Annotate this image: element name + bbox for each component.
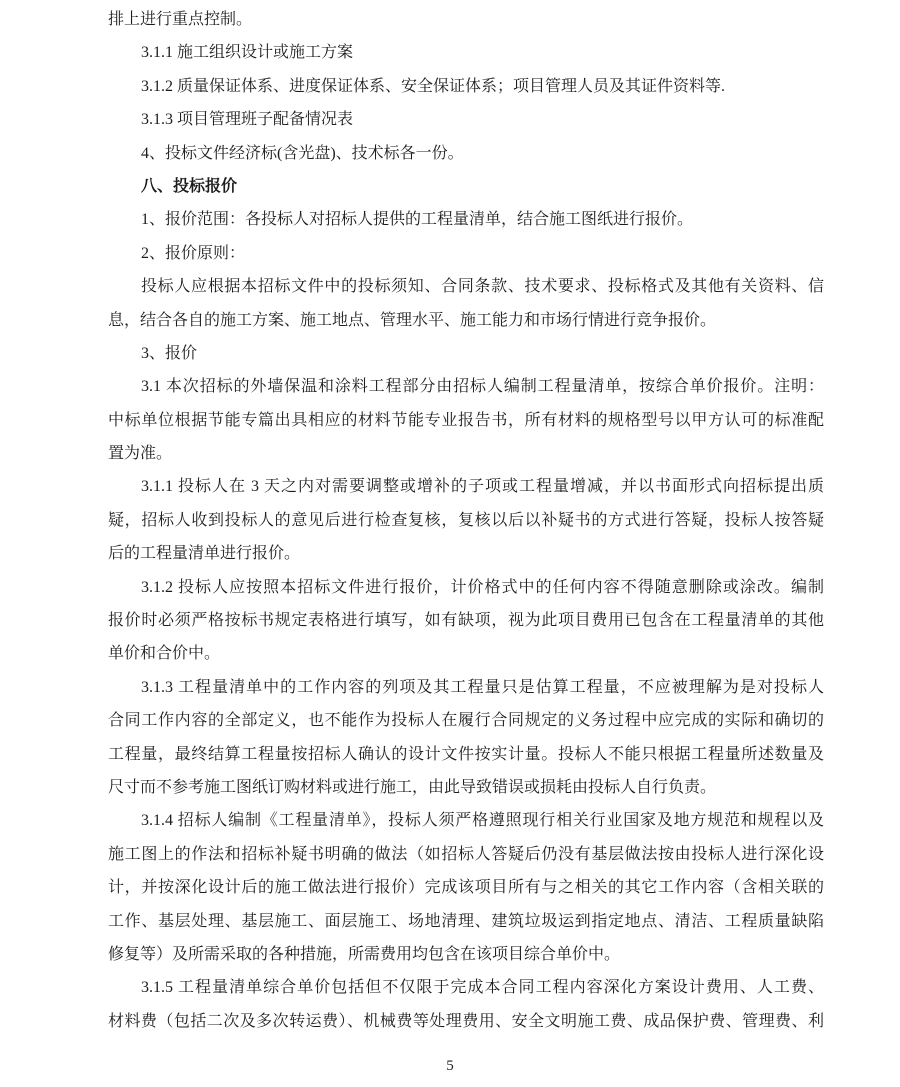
text-line: 3.1.2 质量保证体系、进度保证体系、安全保证体系；项目管理人员及其证件资料等. [141, 77, 726, 95]
page-number: 5 [446, 1058, 454, 1074]
text-line: 3.1.2 投标人应按照本招标文件进行报价，计价格式中的任何内容不得随意删除或涂改。编制 [141, 578, 824, 596]
text-line: 排上进行重点控制。 [108, 11, 253, 28]
text-line: 尺寸而不参考施工图纸订购材料或进行施工，由此导致错误或损耗由投标人自行负责。 [108, 778, 717, 796]
text-line: 报价时必须严格按标书规定表格进行填写，如有缺项，视为此项目费用已包含在工程量清单的其他 [108, 612, 824, 630]
text-line: 3.1.3 项目管理班子配备情况表 [141, 111, 354, 129]
text-line: 投标人应根据本招标文件中的投标须知、合同条款、技术要求、投标格式及其他有关资料、信 [141, 278, 824, 296]
text-content [108, 3, 824, 1038]
text-line: 1、报价范围：各投标人对招标人提供的工程量清单，结合施工图纸进行报价。 [141, 211, 694, 229]
text-line: 材料费（包括二次及多次转运费）、机械费等处理费用、安全文明施工费、成品保护费、管理费、利 [108, 1012, 824, 1030]
text-line: 工作、基层处理、基层施工、面层施工、场地清理、建筑垃圾运到指定地点、清洁、工程质量缺陷 [108, 912, 824, 930]
text-line: 施工图上的作法和招标补疑书明确的做法（如招标人答疑后仍没有基层做法按由投标人进行深化设 [108, 845, 824, 863]
text-line: 合同工作内容的全部定义，也不能作为投标人在履行合同规定的义务过程中应完成的实际和确切的 [108, 712, 824, 730]
text-line: 修复等）及所需采取的各种措施，所需费用均包含在该项目综合单价中。 [108, 945, 621, 963]
text-line: 单价和合价中。 [108, 645, 221, 663]
text-line: 3.1.1 投标人在 3 天之内对需要调整或增补的子项或工程量增减，并以书面形式向招标提出质 [141, 478, 824, 496]
text-line: 3、报价 [141, 344, 198, 362]
section-heading: 八、投标报价 [141, 177, 238, 195]
text-line: 中标单位根据节能专篇出具相应的材料节能专业报告书，所有材料的规格型号以甲方认可的标准配 [108, 411, 824, 429]
text-line: 疑，招标人收到投标人的意见后进行检查复核，复核以后以补疑书的方式进行答疑，投标人按答疑 [108, 511, 824, 529]
text-line: 3.1 本次招标的外墙保温和涂料工程部分由招标人编制工程量清单，按综合单价报价。注明： [141, 378, 824, 396]
text-line: 计，并按深化设计后的施工做法进行报价）完成该项目所有与之相关的其它工作内容（含相关联的 [108, 879, 824, 897]
text-line: 3.1.4 招标人编制《工程量清单》，投标人须严格遵照现行相关行业国家及地方规范和规程以及 [141, 812, 824, 830]
text-line: 工程量，最终结算工程量按招标人确认的设计文件按实计量。投标人不能只根据工程量所述数量及 [108, 745, 824, 763]
text-line: 2、报价原则： [141, 244, 246, 262]
text-line: 4、投标文件经济标(含光盘)、技术标各一份。 [141, 144, 464, 162]
text-line: 3.1.5 工程量清单综合单价包括但不仅限于完成本合同工程内容深化方案设计费用、人工费、 [141, 979, 824, 997]
text-line: 3.1.3 工程量清单中的工作内容的列项及其工程量只是估算工程量，不应被理解为是对投标人 [141, 678, 824, 696]
text-line: 息，结合各自的施工方案、施工地点、管理水平、施工能力和市场行情进行竞争报价。 [108, 311, 717, 329]
text-line: 3.1.1 施工组织设计或施工方案 [141, 44, 354, 62]
text-line: 置为准。 [108, 445, 173, 463]
text-line: 后的工程量清单进行报价。 [108, 545, 301, 563]
